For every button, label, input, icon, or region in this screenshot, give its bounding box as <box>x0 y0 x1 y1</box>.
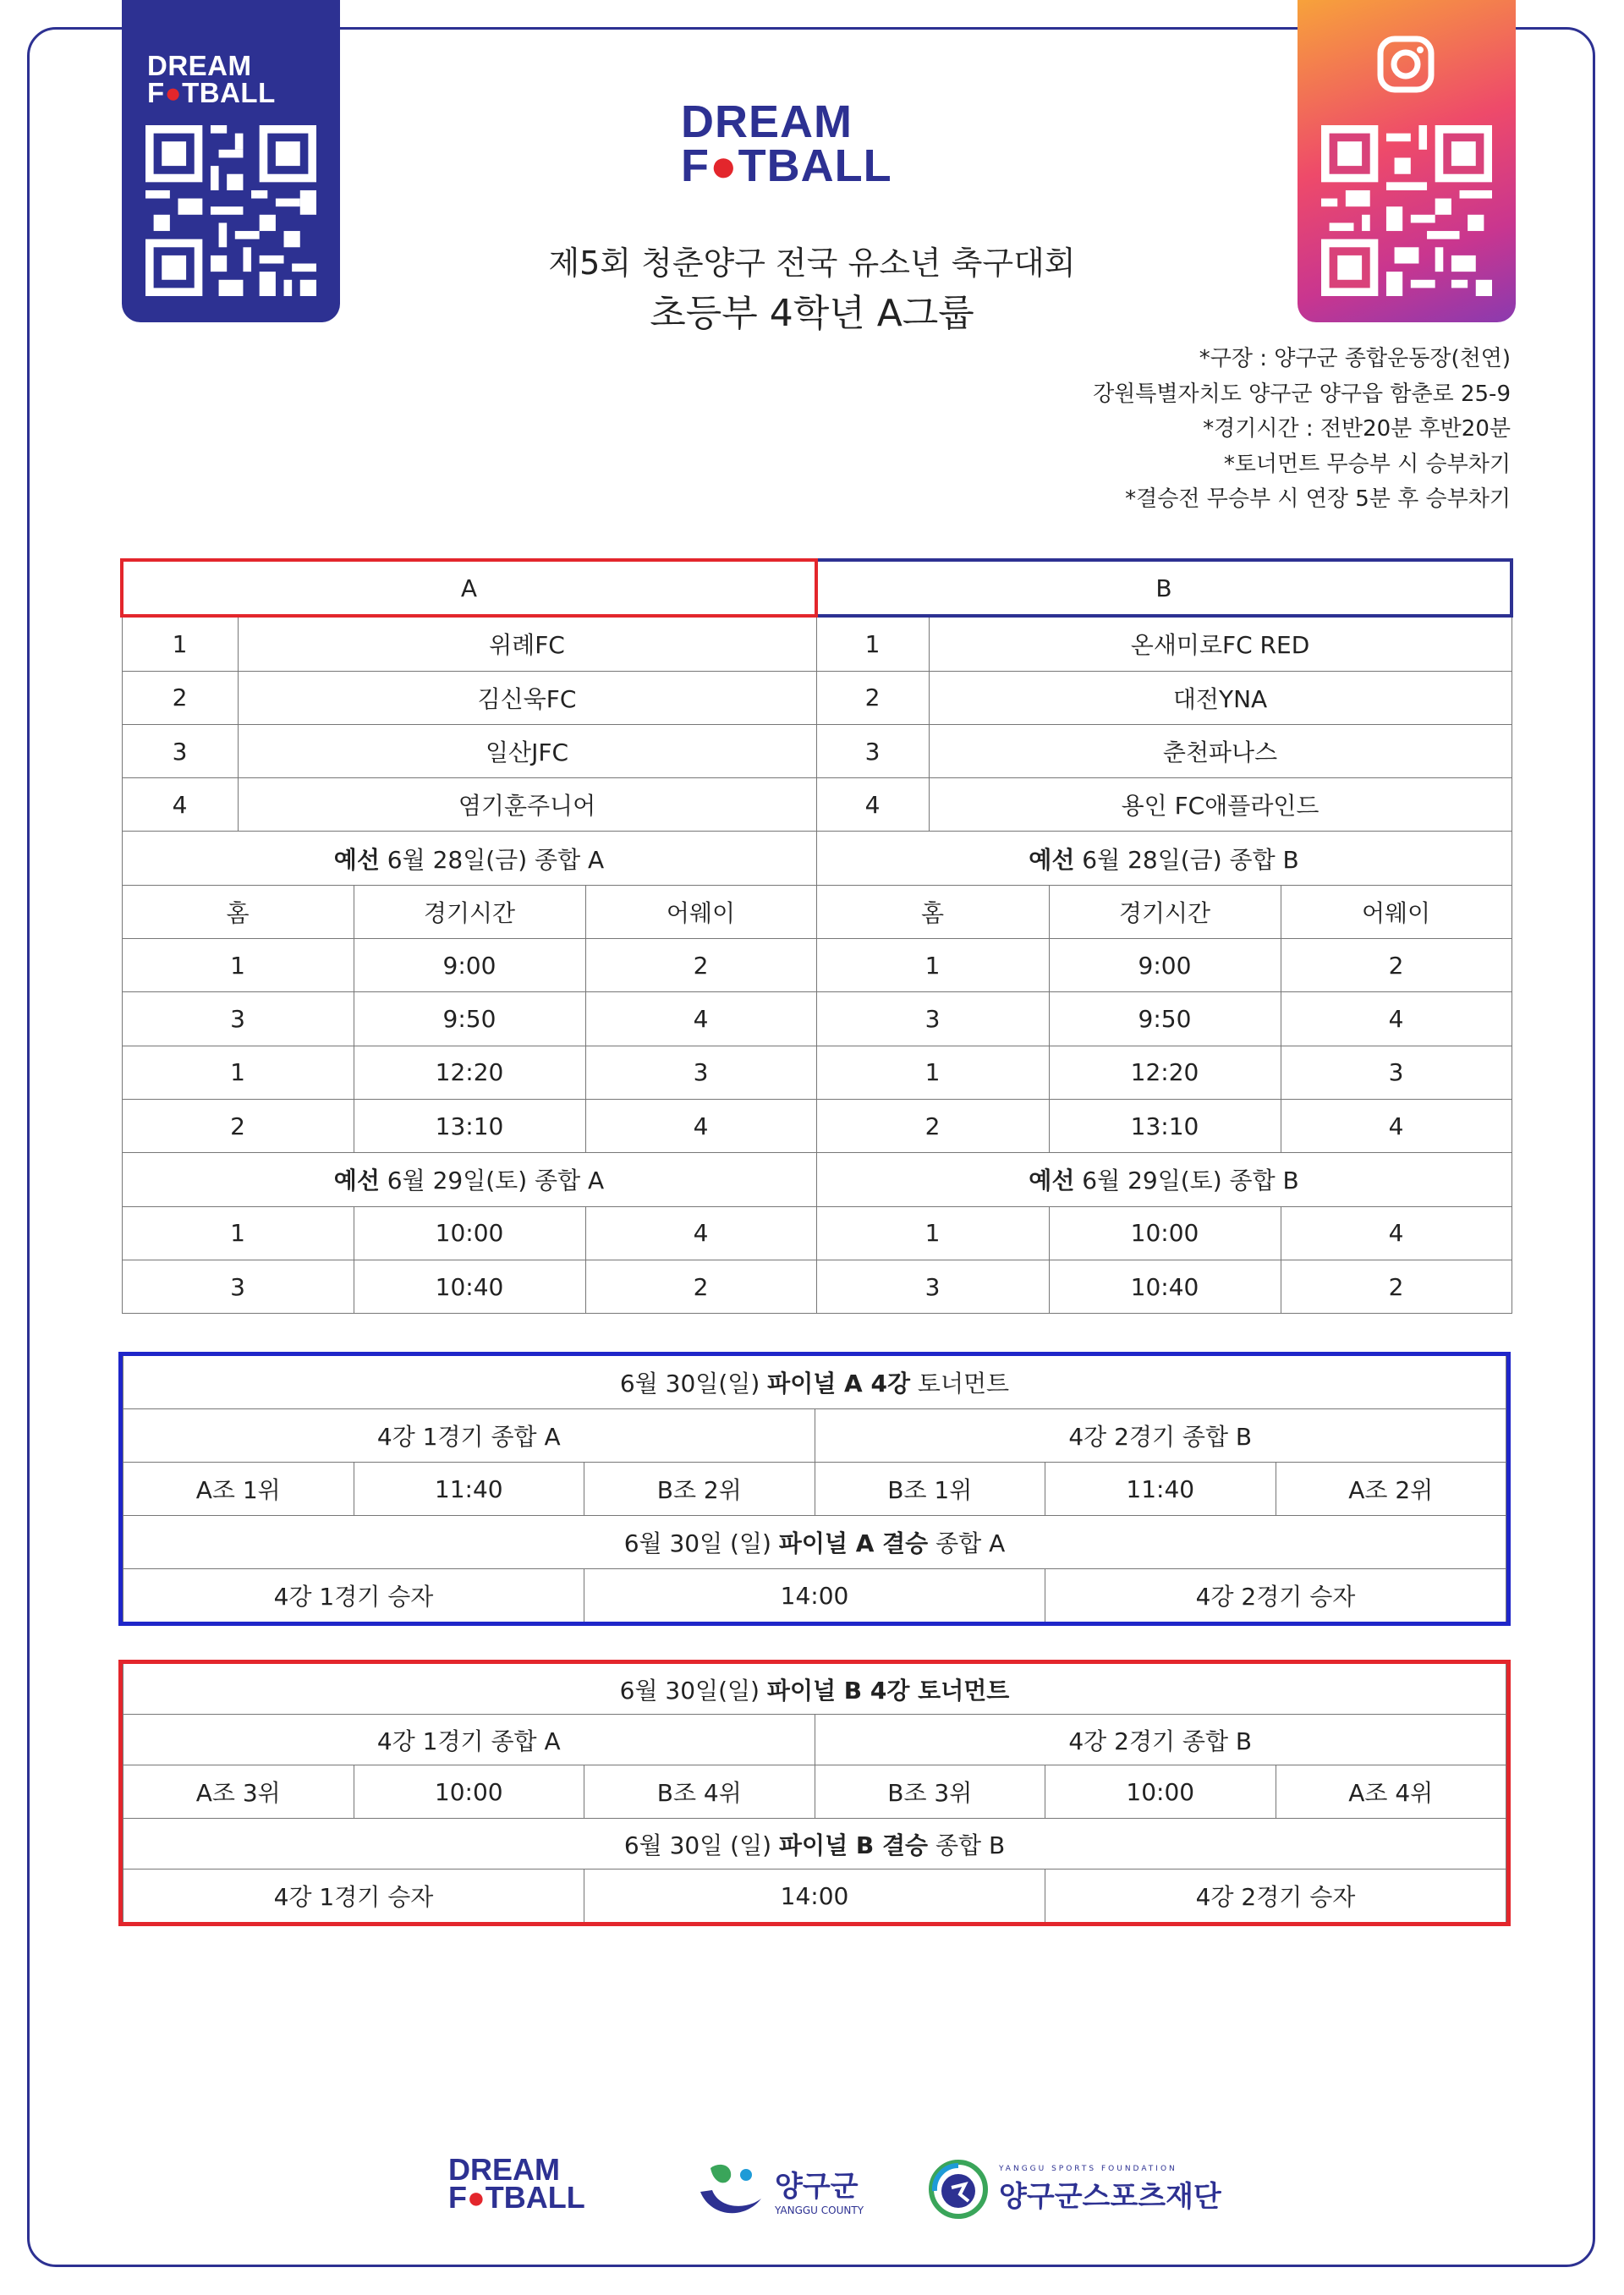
semi-team: B조 2위 <box>584 1463 815 1516</box>
info-line: *결승전 무승부 시 연장 5분 후 승부차기 <box>1125 486 1511 512</box>
match-home: 1 <box>122 939 354 992</box>
semi-team: A조 4위 <box>1276 1765 1506 1819</box>
col-away: 어웨이 <box>585 885 816 938</box>
final-a-box <box>118 1352 1511 1626</box>
match-time: 10:40 <box>354 1260 585 1313</box>
final-team: 4강 1경기 승자 <box>123 1569 584 1622</box>
match-time: 9:00 <box>1049 939 1281 992</box>
col-home: 홈 <box>122 885 354 938</box>
match-time: 10:40 <box>1049 1260 1281 1313</box>
team-row <box>122 616 1512 671</box>
dreamfootball-logo: DREAM F●TBALL <box>681 96 892 191</box>
match-home: 1 <box>122 1206 354 1260</box>
info-line: *구장 : 양구군 종합운동장(천연) <box>1199 346 1511 371</box>
semi-time: 11:40 <box>1045 1463 1276 1516</box>
final-team: 4강 2경기 승자 <box>1045 1869 1506 1923</box>
match-row <box>122 939 1512 992</box>
final-b-final-heading: 6월 30일 (일) 파이널 B 결승 종합 B <box>123 1819 1506 1869</box>
match-home: 3 <box>816 1260 1049 1313</box>
day2-b-header: 예선 6월 29일(토) 종합 B <box>816 1153 1512 1206</box>
match-time: 12:20 <box>354 1046 585 1099</box>
match-row <box>122 1099 1512 1152</box>
team-number: 4 <box>122 778 238 832</box>
team-name: 염기훈주니어 <box>238 778 816 832</box>
semi-team: B조 3위 <box>815 1765 1045 1819</box>
day2-a-header: 예선 6월 29일(토) 종합 A <box>122 1153 816 1206</box>
semi-time: 10:00 <box>354 1765 584 1819</box>
match-row <box>122 992 1512 1046</box>
match-home: 2 <box>122 1099 354 1152</box>
team-number: 1 <box>816 616 929 671</box>
team-number: 3 <box>122 724 238 777</box>
venue-info <box>1093 342 1511 518</box>
col-away: 어웨이 <box>1281 885 1512 938</box>
team-number: 3 <box>816 724 929 777</box>
semi-1-label: 4강 1경기 종합 A <box>123 1409 815 1463</box>
team-row <box>122 778 1512 832</box>
day-header-row <box>122 1153 1512 1206</box>
day-header-row <box>122 832 1512 885</box>
sports-foundation-english: YANGGU SPORTS FOUNDATION <box>999 2164 1177 2173</box>
final-team: 4강 1경기 승자 <box>123 1869 584 1923</box>
match-time: 9:00 <box>354 939 585 992</box>
match-home: 1 <box>122 1046 354 1099</box>
group-schedule-table <box>120 558 1513 1314</box>
yanggu-emblem-icon <box>694 2158 766 2221</box>
match-time: 10:00 <box>1049 1206 1281 1260</box>
final-a-table <box>123 1356 1506 1622</box>
match-home: 3 <box>122 1260 354 1313</box>
col-time: 경기시간 <box>1049 885 1281 938</box>
match-time: 10:00 <box>354 1206 585 1260</box>
page-title: 제5회 청춘양구 전국 유소년 축구대회 <box>548 244 1076 282</box>
semi-2-label: 4강 2경기 종합 B <box>815 1409 1506 1463</box>
match-time: 9:50 <box>354 992 585 1046</box>
sports-foundation-name: 양구군스포츠재단 <box>999 2179 1221 2214</box>
team-name: 일산JFC <box>238 724 816 777</box>
group-b-header: B <box>816 560 1512 616</box>
semi-time: 10:00 <box>1045 1765 1276 1819</box>
match-away: 4 <box>585 1099 816 1152</box>
final-a-final-heading: 6월 30일 (일) 파이널 A 결승 종합 A <box>123 1516 1506 1569</box>
team-number: 2 <box>816 671 929 724</box>
instagram-icon <box>1377 36 1435 93</box>
col-home: 홈 <box>816 885 1049 938</box>
footer-sports-foundation-logo <box>926 2155 1221 2223</box>
team-name: 김신욱FC <box>238 671 816 724</box>
semi-time: 11:40 <box>354 1463 584 1516</box>
info-line: *경기시간 : 전반20분 후반20분 <box>1203 416 1511 442</box>
sports-foundation-emblem-icon <box>926 2157 990 2221</box>
day1-a-header: 예선 6월 28일(금) 종합 A <box>122 832 816 885</box>
match-away: 2 <box>1281 1260 1512 1313</box>
team-name: 춘천파나스 <box>929 724 1512 777</box>
match-away: 2 <box>585 1260 816 1313</box>
semi-2-label: 4강 2경기 종합 B <box>815 1715 1506 1765</box>
match-home: 3 <box>122 992 354 1046</box>
team-number: 1 <box>122 616 238 671</box>
column-header-row <box>122 885 1512 938</box>
info-line: 강원특별자치도 양구군 양구읍 함춘로 25-9 <box>1093 381 1511 407</box>
match-away: 4 <box>585 992 816 1046</box>
info-line: *토너먼트 무승부 시 승부차기 <box>1223 451 1511 477</box>
final-team: 4강 2경기 승자 <box>1045 1569 1506 1622</box>
team-number: 2 <box>122 671 238 724</box>
group-header-row <box>122 560 1512 616</box>
match-row <box>122 1206 1512 1260</box>
match-home: 1 <box>816 939 1049 992</box>
match-time: 13:10 <box>354 1099 585 1152</box>
yanggu-name: 양구군 <box>775 2169 859 2204</box>
yanggu-english: YANGGU COUNTY <box>775 2204 864 2216</box>
team-name: 위례FC <box>238 616 816 671</box>
match-away: 4 <box>585 1206 816 1260</box>
match-away: 4 <box>1281 1206 1512 1260</box>
match-away: 3 <box>1281 1046 1512 1099</box>
team-number: 4 <box>816 778 929 832</box>
team-name: 대전YNA <box>929 671 1512 724</box>
match-home: 1 <box>816 1046 1049 1099</box>
match-time: 12:20 <box>1049 1046 1281 1099</box>
semi-team: A조 3위 <box>123 1765 354 1819</box>
final-a-heading: 6월 30일(일) 파이널 A 4강 토너먼트 <box>123 1356 1506 1409</box>
day1-b-header: 예선 6월 28일(금) 종합 B <box>816 832 1512 885</box>
final-time: 14:00 <box>584 1569 1045 1622</box>
col-time: 경기시간 <box>354 885 585 938</box>
match-home: 3 <box>816 992 1049 1046</box>
match-away: 2 <box>1281 939 1512 992</box>
match-time: 9:50 <box>1049 992 1281 1046</box>
final-time: 14:00 <box>584 1869 1045 1923</box>
team-row <box>122 671 1512 724</box>
match-row <box>122 1260 1512 1313</box>
match-time: 13:10 <box>1049 1099 1281 1152</box>
match-row <box>122 1046 1512 1099</box>
semi-1-label: 4강 1경기 종합 A <box>123 1715 815 1765</box>
match-away: 2 <box>585 939 816 992</box>
badge-logo: DREAM F●TBALL <box>147 50 276 108</box>
match-home: 1 <box>816 1206 1049 1260</box>
match-home: 2 <box>816 1099 1049 1152</box>
match-away: 4 <box>1281 992 1512 1046</box>
footer-dreamfootball-logo: DREAM F●TBALL <box>448 2152 585 2215</box>
semi-team: A조 1위 <box>123 1463 354 1516</box>
footer-yanggu-logo <box>694 2155 864 2223</box>
team-name: 용인 FC애플라인드 <box>929 778 1512 832</box>
semi-team: B조 1위 <box>815 1463 1045 1516</box>
final-b-heading: 6월 30일(일) 파이널 B 4강 토너먼트 <box>123 1664 1506 1715</box>
page-subtitle: 초등부 4학년 A그룹 <box>650 292 974 335</box>
group-a-header: A <box>122 560 816 616</box>
semi-team: B조 4위 <box>584 1765 815 1819</box>
final-b-box <box>118 1660 1511 1926</box>
match-away: 4 <box>1281 1099 1512 1152</box>
team-row <box>122 724 1512 777</box>
team-name: 온새미로FC RED <box>929 616 1512 671</box>
match-away: 3 <box>585 1046 816 1099</box>
final-b-table <box>123 1664 1506 1922</box>
semi-team: A조 2위 <box>1276 1463 1506 1516</box>
